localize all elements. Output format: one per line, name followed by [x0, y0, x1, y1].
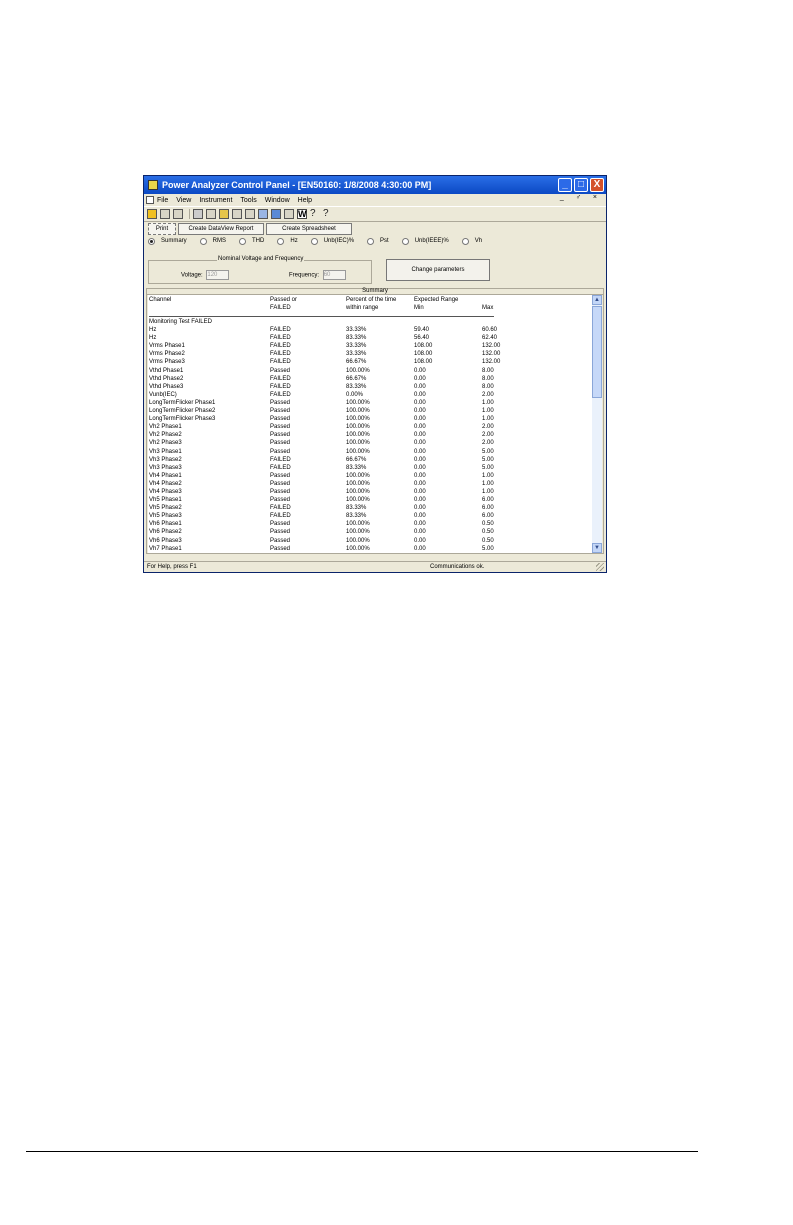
title-bar[interactable]: [144, 176, 606, 194]
cell-max: 60.60: [482, 327, 498, 334]
voltage-label: Voltage:: [181, 272, 203, 279]
cell-channel: Vrms Phase1: [149, 343, 185, 350]
print-icon[interactable]: [160, 209, 170, 219]
cell-max: 2.00: [482, 424, 494, 431]
cell-percent: 83.33%: [346, 383, 367, 390]
cell-max: 6.00: [482, 505, 494, 512]
cell-min: 0.00: [414, 424, 426, 431]
cell-max: 0.50: [482, 529, 494, 536]
cell-percent: 100.00%: [346, 408, 370, 415]
mdi-window-controls[interactable]: _ ♂ ×: [559, 194, 602, 201]
radio-indicator[interactable]: [311, 238, 318, 245]
radio-pst[interactable]: [367, 238, 389, 245]
cell-percent: 100.00%: [346, 399, 370, 406]
menu-tools[interactable]: Tools: [240, 196, 257, 204]
cell-percent: 100.00%: [346, 545, 370, 552]
cell-result: Passed: [270, 367, 291, 374]
menu-view[interactable]: View: [176, 196, 192, 204]
minimize-button[interactable]: _: [558, 178, 572, 192]
table-row[interactable]: [148, 423, 593, 431]
cell-min: 0.00: [414, 545, 426, 552]
table-row[interactable]: [148, 496, 593, 504]
summary-rows: [148, 318, 593, 553]
cell-min: 0.00: [414, 375, 426, 382]
cell-max: 62.40: [482, 335, 498, 342]
menu-file[interactable]: File: [157, 196, 169, 204]
summary-list[interactable]: [148, 295, 593, 553]
action-buttons: [144, 222, 606, 235]
header-channel: Channel: [149, 297, 172, 303]
table-row[interactable]: [148, 399, 593, 407]
table-row[interactable]: [148, 358, 593, 366]
table-row[interactable]: [148, 456, 593, 464]
cell-result: FAILED: [270, 351, 291, 358]
cell-min: 0.00: [414, 416, 426, 423]
cell-percent: 100.00%: [346, 521, 370, 528]
cell-percent: 100.00%: [346, 440, 370, 447]
radio-hz[interactable]: [277, 238, 297, 245]
cell-result: Passed: [270, 497, 291, 504]
table-row[interactable]: [148, 334, 593, 342]
cell-channel: Vh2 Phase1: [149, 424, 182, 431]
radio-label: Unb(IEC)%: [323, 238, 355, 244]
table-row[interactable]: [148, 464, 593, 472]
create-spreadsheet-button[interactable]: Create Spreadsheet: [266, 223, 352, 235]
radio-unb-iec[interactable]: [311, 238, 354, 245]
table-row[interactable]: [148, 431, 593, 439]
cell-result: Passed: [270, 488, 291, 495]
table-row[interactable]: [148, 375, 593, 383]
cell-percent: 33.33%: [346, 351, 367, 358]
cell-channel: LongTermFlicker Phase3: [149, 416, 216, 423]
cell-percent: 83.33%: [346, 505, 367, 512]
folder-icon[interactable]: [219, 209, 229, 219]
cell-percent: 83.33%: [346, 513, 367, 520]
status-connection: Communications ok.: [430, 564, 485, 570]
cell-result: Passed: [270, 448, 291, 455]
cell-result: FAILED: [270, 335, 291, 342]
download-icon[interactable]: [245, 209, 255, 219]
cell-max: 6.00: [482, 513, 494, 520]
scroll-thumb[interactable]: [592, 306, 602, 398]
status-help-text: For Help, press F1: [147, 564, 197, 570]
table-row[interactable]: [148, 350, 593, 358]
cell-result: Passed: [270, 399, 291, 406]
menu-help[interactable]: Help: [297, 196, 313, 204]
cell-max: 1.00: [482, 408, 494, 415]
status-bar: [144, 561, 606, 572]
cell-min: 0.00: [414, 391, 426, 398]
table-row[interactable]: [148, 383, 593, 391]
cell-percent: 100.00%: [346, 537, 370, 544]
radio-rms[interactable]: [200, 238, 226, 245]
cell-percent: 66.67%: [346, 375, 367, 382]
cell-max: 132.00: [482, 351, 501, 358]
cell-min: 0.00: [414, 497, 426, 504]
cell-result: FAILED: [270, 391, 291, 398]
context-help-icon[interactable]: ?: [323, 208, 329, 219]
cell-max: 5.00: [482, 464, 494, 471]
header-divider: [149, 316, 494, 317]
cell-channel: Vrms Phase3: [149, 359, 185, 366]
radio-indicator[interactable]: [239, 238, 246, 245]
cell-max: 5.00: [482, 545, 494, 552]
table-row[interactable]: [148, 537, 593, 545]
cell-max: 0.50: [482, 537, 494, 544]
header-expected-min: Expected Range Min: [414, 297, 459, 312]
radio-indicator[interactable]: [200, 238, 207, 245]
table-row[interactable]: [148, 439, 593, 447]
help-icon[interactable]: ?: [310, 208, 316, 219]
cell-channel: Vh2 Phase3: [149, 440, 182, 447]
cell-percent: 100.00%: [346, 497, 370, 504]
cell-max: 2.00: [482, 432, 494, 439]
cell-result: Passed: [270, 424, 291, 431]
cell-result: Passed: [270, 408, 291, 415]
table-row[interactable]: [148, 326, 593, 334]
cell-min: 0.00: [414, 529, 426, 536]
table-row[interactable]: [148, 391, 593, 399]
menu-instrument[interactable]: Instrument: [199, 196, 233, 204]
cell-channel: Vthd Phase2: [149, 375, 184, 382]
cell-max: 1.00: [482, 488, 494, 495]
save-icon[interactable]: [271, 209, 281, 219]
table-row[interactable]: [148, 480, 593, 488]
cell-result: FAILED: [270, 464, 291, 471]
cell-channel: Vh5 Phase1: [149, 497, 182, 504]
radio-indicator[interactable]: [277, 238, 284, 245]
cell-channel: Vh6 Phase3: [149, 537, 182, 544]
cell-result: FAILED: [270, 505, 291, 512]
change-parameters-button[interactable]: Change parameters: [386, 259, 490, 281]
nominal-legend: Nominal Voltage and Frequency: [218, 256, 304, 262]
cell-percent: 100.00%: [346, 480, 370, 487]
header-percent: Percent of the time within range: [346, 297, 397, 312]
cell-percent: 100.00%: [346, 367, 370, 374]
cell-result: Passed: [270, 529, 291, 536]
cell-channel: Vh6 Phase1: [149, 521, 182, 528]
table-row[interactable]: [148, 528, 593, 536]
cell-min: 0.00: [414, 537, 426, 544]
cell-channel: Vh4 Phase3: [149, 488, 182, 495]
voltage-field: [181, 270, 229, 280]
test-result-row: [148, 318, 593, 326]
cell-result: FAILED: [270, 513, 291, 520]
cell-max: 0.50: [482, 521, 494, 528]
radio-indicator[interactable]: [148, 238, 155, 245]
cell-result: Passed: [270, 545, 291, 552]
radio-unb-ieee[interactable]: [402, 238, 449, 245]
disconnect-icon[interactable]: [206, 209, 216, 219]
window-icon[interactable]: [284, 209, 294, 219]
cell-result: FAILED: [270, 375, 291, 382]
cell-min: 108.00: [414, 359, 433, 366]
table-row[interactable]: [148, 415, 593, 423]
cell-channel: Vrms Phase2: [149, 351, 185, 358]
cell-channel: Vh5 Phase3: [149, 513, 182, 520]
cell-result: FAILED: [270, 359, 291, 366]
test-result: Monitoring Test FAILED: [149, 319, 212, 325]
menu-bar: [144, 194, 606, 206]
summary-panel: [146, 288, 604, 554]
page-rule: [26, 1151, 698, 1152]
cell-channel: Vh5 Phase2: [149, 505, 182, 512]
radio-label: Unb(IEEE)%: [414, 238, 449, 244]
table-row[interactable]: [148, 448, 593, 456]
cell-max: 1.00: [482, 472, 494, 479]
radio-vh[interactable]: [462, 238, 482, 245]
table-row[interactable]: [148, 545, 593, 553]
cell-min: 0.00: [414, 440, 426, 447]
cell-percent: 100.00%: [346, 424, 370, 431]
cell-result: Passed: [270, 416, 291, 423]
new-icon[interactable]: [147, 209, 157, 219]
word-icon[interactable]: W: [298, 209, 307, 219]
cell-percent: 66.67%: [346, 456, 367, 463]
cell-min: 0.00: [414, 505, 426, 512]
cell-min: 59.40: [414, 327, 430, 334]
cell-max: 2.00: [482, 440, 494, 447]
cell-min: 108.00: [414, 343, 433, 350]
radio-indicator[interactable]: [367, 238, 374, 245]
cell-min: 0.00: [414, 367, 426, 374]
cell-max: 8.00: [482, 367, 494, 374]
cell-percent: 100.00%: [346, 416, 370, 423]
radio-label: Vh: [474, 238, 483, 244]
cell-percent: 0.00%: [346, 391, 364, 398]
app-window: [143, 175, 607, 573]
cell-channel: Vh7 Phase1: [149, 545, 182, 552]
toolbar-separator: [189, 209, 190, 219]
radio-label: Pst: [380, 238, 389, 244]
cell-min: 0.00: [414, 399, 426, 406]
cell-result: FAILED: [270, 456, 291, 463]
cell-max: 5.00: [482, 448, 494, 455]
cell-percent: 33.33%: [346, 343, 367, 350]
frequency-input[interactable]: 60: [323, 270, 346, 280]
cell-max: 1.00: [482, 480, 494, 487]
cell-min: 0.00: [414, 448, 426, 455]
summary-header: [148, 296, 593, 314]
print-preview-icon[interactable]: [173, 209, 183, 219]
voltage-input[interactable]: 120: [206, 270, 229, 280]
cell-max: 2.00: [482, 391, 494, 398]
print-button[interactable]: Print: [148, 223, 176, 235]
connect-icon[interactable]: [193, 209, 203, 219]
summary-title: Summary: [147, 288, 603, 295]
cell-channel: Hz: [149, 327, 157, 334]
cell-result: Passed: [270, 432, 291, 439]
cell-channel: Vunb(IEC): [149, 391, 177, 398]
cell-min: 0.00: [414, 472, 426, 479]
cell-percent: 33.33%: [346, 327, 367, 334]
radio-label: RMS: [212, 238, 227, 244]
cell-min: 56.40: [414, 335, 430, 342]
frequency-field: [289, 270, 346, 280]
cell-min: 0.00: [414, 383, 426, 390]
cell-channel: LongTermFlicker Phase2: [149, 408, 216, 415]
cell-max: 8.00: [482, 383, 494, 390]
radio-label: Hz: [290, 238, 298, 244]
cell-max: 1.00: [482, 399, 494, 406]
cell-channel: Vh4 Phase1: [149, 472, 182, 479]
scroll-up-icon[interactable]: ▲: [592, 295, 602, 305]
table-row[interactable]: [148, 367, 593, 375]
cell-percent: 100.00%: [346, 432, 370, 439]
cell-channel: Vh3 Phase2: [149, 456, 182, 463]
radio-label: THD: [252, 238, 265, 244]
cell-channel: Vh6 Phase2: [149, 529, 182, 536]
radio-label: Summary: [161, 238, 187, 244]
cell-percent: 100.00%: [346, 448, 370, 455]
header-passed: Passed or FAILED: [270, 297, 298, 312]
cell-max: 8.00: [482, 375, 494, 382]
header-max: Max: [482, 305, 494, 311]
cell-result: Passed: [270, 440, 291, 447]
cell-channel: LongTermFlicker Phase1: [149, 399, 216, 406]
cell-max: 5.00: [482, 456, 494, 463]
table-row[interactable]: [148, 512, 593, 520]
cell-min: 0.00: [414, 488, 426, 495]
cell-channel: Hz: [149, 335, 157, 342]
cell-percent: 100.00%: [346, 472, 370, 479]
tools-icon[interactable]: [232, 209, 242, 219]
cell-percent: 100.00%: [346, 488, 370, 495]
cell-channel: Vh3 Phase3: [149, 464, 182, 471]
cell-min: 108.00: [414, 351, 433, 358]
app-icon: [148, 180, 158, 190]
cell-result: Passed: [270, 537, 291, 544]
cell-percent: 66.67%: [346, 359, 367, 366]
table-row[interactable]: [148, 342, 593, 350]
cell-min: 0.00: [414, 480, 426, 487]
cell-min: 0.00: [414, 432, 426, 439]
radio-indicator[interactable]: [402, 238, 409, 245]
cell-result: Passed: [270, 472, 291, 479]
cell-channel: Vthd Phase3: [149, 383, 184, 390]
window-title: Power Analyzer Control Panel - [EN50160: 1/8/2008 4:30:00 PM]: [162, 180, 432, 190]
vertical-scrollbar[interactable]: [592, 295, 602, 553]
cell-channel: Vthd Phase1: [149, 367, 184, 374]
cell-percent: 83.33%: [346, 464, 367, 471]
cell-result: Passed: [270, 480, 291, 487]
radio-indicator[interactable]: [462, 238, 469, 245]
resize-grip[interactable]: [596, 563, 604, 571]
nominal-group: [148, 256, 372, 284]
cell-percent: 83.33%: [346, 335, 367, 342]
cell-min: 0.00: [414, 513, 426, 520]
scroll-down-icon[interactable]: ▼: [592, 543, 602, 553]
cell-result: FAILED: [270, 383, 291, 390]
cell-min: 0.00: [414, 464, 426, 471]
dataview-icon[interactable]: [258, 209, 268, 219]
radio-thd[interactable]: [239, 238, 264, 245]
cell-max: 1.00: [482, 416, 494, 423]
cell-result: FAILED: [270, 327, 291, 334]
table-row[interactable]: [148, 472, 593, 480]
cell-result: Passed: [270, 521, 291, 528]
frequency-label: Frequency:: [289, 272, 320, 279]
create-dataview-report-button[interactable]: Create DataView Report: [178, 223, 264, 235]
close-button[interactable]: X: [590, 178, 604, 192]
cell-min: 0.00: [414, 408, 426, 415]
radio-summary[interactable]: [148, 238, 187, 245]
cell-min: 0.00: [414, 456, 426, 463]
cell-result: FAILED: [270, 343, 291, 350]
cell-min: 0.00: [414, 521, 426, 528]
table-row[interactable]: [148, 407, 593, 415]
document-icon[interactable]: [146, 196, 154, 204]
maximize-button[interactable]: □: [574, 178, 588, 192]
menu-window[interactable]: Window: [264, 196, 290, 204]
table-row[interactable]: [148, 504, 593, 512]
cell-max: 6.00: [482, 497, 494, 504]
table-row[interactable]: [148, 488, 593, 496]
toolbar: [144, 206, 606, 222]
cell-channel: Vh2 Phase2: [149, 432, 182, 439]
cell-percent: 100.00%: [346, 529, 370, 536]
cell-max: 132.00: [482, 359, 501, 366]
cell-max: 132.00: [482, 343, 501, 350]
view-mode-radios: [144, 235, 606, 247]
cell-channel: Vh4 Phase2: [149, 480, 182, 487]
cell-channel: Vh3 Phase1: [149, 448, 182, 455]
table-row[interactable]: [148, 520, 593, 528]
